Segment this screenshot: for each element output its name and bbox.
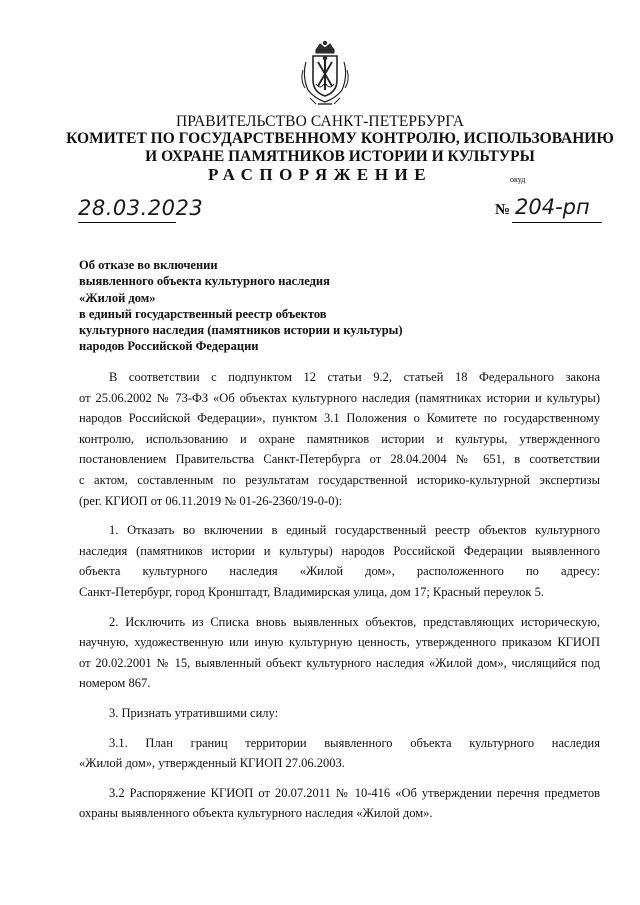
committee-line-1: КОМИТЕТ ПО ГОСУДАРСТВЕННОМУ КОНТРОЛЮ, ИСПОЛЬЗОВАНИЮ [66, 130, 614, 147]
text-line: 2. Исключить из Списка вновь выявленных объектов, представляющих историческую, [109, 614, 600, 629]
paragraph-item-3-1 [79, 733, 600, 774]
paragraph-item-3 [79, 703, 600, 724]
text-line: наследия (памятников истории и культуры) народов Российской Федерации выявленного [79, 543, 600, 558]
paragraph-intro [79, 367, 600, 511]
subject-line: выявленного объекта культурного наследия [79, 274, 330, 289]
text-line: В соответствии с подпунктом 12 статьи 9.2, статьей 18 Федерального закона [109, 370, 600, 384]
document-number: 204-рп [515, 195, 590, 219]
okud-label: окуд [510, 175, 526, 184]
subject-line: культурного наследия (памятников истории и культуры) [79, 323, 403, 338]
text-line: охраны выявленного объекта культурного наследия «Жилой дом». [79, 806, 433, 821]
subject-line: в единый государственный реестр объектов [79, 306, 327, 321]
document-subject [79, 257, 459, 355]
government-name: ПРАВИТЕЛЬСТВО САНКТ-ПЕТЕРБУРГА [175, 113, 465, 130]
st-petersburg-coat-of-arms-icon [296, 40, 354, 108]
document-type: РАСПОРЯЖЕНИЕ [207, 165, 433, 184]
text-line: 1. Отказать во включении в единый государственный реестр объектов культурного [109, 523, 600, 538]
paragraph-item-3-2 [79, 783, 600, 824]
text-line: контролю, использованию и охране памятников истории и культуры, утвержденного [79, 431, 600, 446]
subject-line: народов Российской Федерации [79, 339, 259, 354]
text-line: научную, художественную или иную культурную ценность, утвержденного приказом КГИОП [79, 635, 600, 650]
text-line: объекта культурного наследия «Жилой дом», расположенного по адресу: [79, 564, 600, 579]
paragraph-item-1 [79, 520, 600, 602]
text-line: «Жилой дом», утвержденный КГИОП 27.06.2003. [79, 756, 345, 771]
text-line: от 20.02.2001 № 15, выявленный объект культурного наследия «Жилой дом», числящийся под [79, 655, 600, 670]
text-line: номером 867. [79, 676, 151, 691]
text-line: с актом, составленным по результатам государственной историко-культурной экспертизы [79, 472, 600, 487]
subject-line: «Жилой дом» [79, 290, 156, 305]
subject-line: Об отказе во включении [79, 258, 218, 272]
text-line: от 25.06.2002 № 73-ФЗ «Об объектах культурного наследия (памятниках истории и культуры) [79, 390, 600, 405]
text-line: 3. Признать утратившими силу: [109, 705, 279, 720]
document-date: 28.03.2023 [78, 196, 204, 220]
text-line: народов Российской Федерации», пунктом 3.1 Положения о Комитете по государственному [79, 411, 600, 426]
number-sign: № [495, 202, 511, 218]
committee-line-2: И ОХРАНЕ ПАМЯТНИКОВ ИСТОРИИ И КУЛЬТУРЫ [145, 148, 535, 165]
paragraph-item-2 [79, 612, 600, 694]
text-line: 3.2 Распоряжение КГИОП от 20.07.2011 № 10-416 «Об утверждении перечня предметов [109, 785, 600, 800]
document-body [79, 367, 600, 824]
text-line: 3.1. План границ территории выявленного объекта культурного наследия [109, 735, 600, 750]
number-underline [512, 222, 602, 223]
text-line: постановлением Правительства Санкт-Петербурга от 28.04.2004 № 651, в соответствии [79, 452, 600, 467]
text-line: Санкт-Петербург, город Кронштадт, Владимирская улица, дом 17; Красный переулок 5. [79, 584, 545, 599]
text-line: (рег. КГИОП от 06.11.2019 № 01-26-2360/19-0-0): [79, 493, 343, 508]
committee-name [40, 130, 640, 166]
date-underline [78, 222, 176, 223]
